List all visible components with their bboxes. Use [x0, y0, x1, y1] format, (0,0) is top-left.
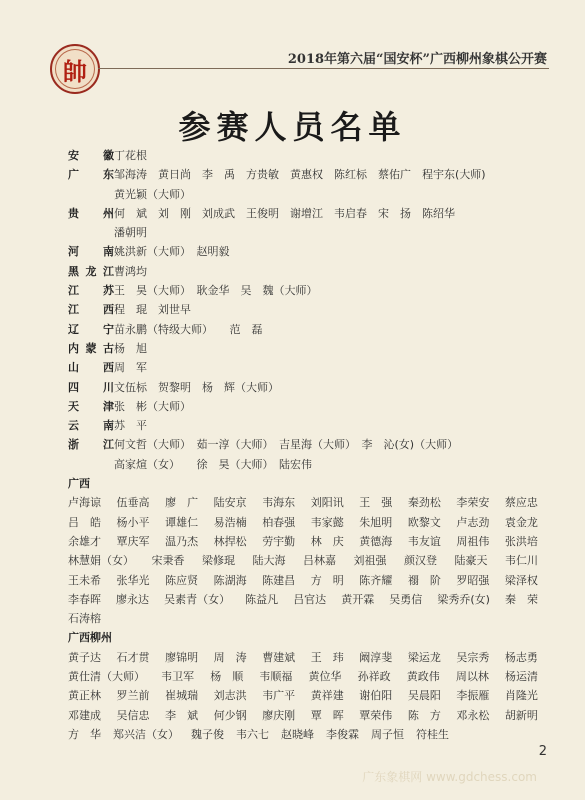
participant-name: 吕 皓 [68, 515, 101, 529]
participant-name: 秦 荣 [504, 592, 538, 606]
participant-name: 易浩楠 [213, 515, 247, 529]
region-names: 丁花根 [114, 149, 147, 162]
participant-name: 欧黎文 [407, 515, 441, 529]
participant-name: 阚淳斐 [359, 650, 393, 664]
participant-name: 余雄才 [68, 534, 101, 548]
region-row [68, 435, 538, 454]
region-names: 邹海涛 黄日尚 李 禹 方贵敏 黄惠权 陈红标 蔡佑广 程宇东(大师) [114, 168, 486, 182]
region-row [68, 223, 538, 242]
region-row [68, 262, 538, 281]
guangxi-names [68, 493, 538, 628]
participant-name: 罗昭强 [456, 573, 490, 587]
participant-name: 石才贯 [116, 650, 150, 664]
participant-name: 林慧娟（女） [68, 554, 134, 568]
participant-name: 廖永达 [116, 592, 150, 606]
participant-name: 陈益凡 [245, 592, 279, 606]
participant-name: 柏春强 [262, 515, 296, 529]
participant-name: 崔城瑞 [165, 689, 199, 703]
participant-name: 廖 广 [165, 496, 199, 510]
region-row [68, 146, 538, 165]
name-row [68, 609, 538, 628]
participant-name: 杨 顺 [210, 670, 244, 684]
region-names: 王 昊（大师） 耿金华 吴 魏（大师） [114, 284, 318, 298]
participant-name: 方 华 [68, 727, 101, 741]
participant-name: 朱旭明 [359, 515, 393, 529]
region-label [68, 223, 114, 242]
participant-name: 卢海谅 [68, 496, 101, 510]
name-row [68, 725, 538, 744]
participant-name: 曹建斌 [262, 650, 296, 664]
participant-name: 林捍松 [213, 534, 247, 548]
participant-name: 陆豪天 [454, 554, 488, 568]
participant-name: 梁秀乔(女) [437, 592, 490, 606]
page-title: 参赛人员名单 [178, 108, 407, 146]
participant-name: 肖隆光 [504, 689, 538, 703]
participant-name: 宋秉香 [151, 554, 185, 568]
region-label: 广东 [68, 168, 114, 182]
name-row [68, 667, 538, 686]
participant-name: 韦卫军 [161, 670, 195, 684]
region-row [68, 165, 538, 184]
participant-name: 覃庆军 [116, 534, 150, 548]
region-label: 天津 [68, 399, 114, 413]
region-label: 安徽 [68, 149, 114, 162]
region-row [68, 416, 538, 435]
participant-name: 韦顺福 [259, 670, 293, 684]
name-row [68, 493, 538, 512]
region-names: 高家煊（女） 徐 昊（大师） 陆宏伟 [114, 457, 312, 471]
participant-name: 覃荣伟 [359, 708, 393, 722]
name-row [68, 686, 538, 705]
participant-name: 韦友谊 [407, 534, 441, 548]
participant-name: 方 明 [310, 573, 344, 587]
participant-name: 梁修琨 [202, 554, 235, 568]
participant-name: 李荣安 [456, 496, 490, 510]
participant-name: 陈建昌 [262, 573, 296, 587]
participant-name: 李振雁 [456, 689, 490, 703]
participant-name: 黄位华 [308, 670, 342, 684]
participant-name: 吴勇信 [389, 592, 423, 606]
participant-name: 周以林 [455, 670, 489, 684]
participant-name: 王 强 [359, 496, 393, 510]
name-row [68, 706, 538, 725]
participant-name: 周子恒 [371, 727, 404, 741]
participant-name: 吴信忠 [116, 708, 150, 722]
participant-name: 吕官达 [293, 592, 327, 606]
participant-name: 吴宗秀 [456, 650, 490, 664]
participant-name: 符桂生 [416, 727, 449, 741]
name-row [68, 571, 538, 590]
participant-name: 吴素青（女） [164, 592, 231, 606]
participant-name: 颜汉登 [404, 554, 437, 568]
participant-name: 周 涛 [213, 650, 247, 664]
participant-name: 黄仕清（大师） [68, 670, 145, 684]
participant-name: 黄开霖 [341, 592, 375, 606]
participant-name: 韦仁川 [505, 554, 538, 568]
participant-name: 胡新明 [504, 708, 538, 722]
region-names: 周 军 [114, 361, 147, 375]
participant-name: 吴晨阳 [407, 689, 441, 703]
region-row [68, 397, 538, 416]
region-names: 杨 旭 [114, 341, 147, 355]
participant-name: 黄政伟 [406, 670, 440, 684]
participant-name: 禤 阶 [407, 573, 441, 587]
region-names: 黄光颖（大师） [114, 187, 191, 201]
region-row [68, 204, 538, 223]
region-row [68, 320, 538, 339]
name-row [68, 532, 538, 551]
name-row [68, 513, 538, 532]
participant-name: 韦六七 [236, 727, 269, 741]
participant-name: 韦海东 [262, 496, 296, 510]
participant-name: 杨小平 [116, 515, 150, 529]
participant-name: 李俊霖 [326, 727, 359, 741]
region-label: 内蒙古 [68, 341, 114, 355]
page-number: 2 [538, 744, 547, 759]
participant-name: 杨志勇 [504, 650, 538, 664]
participant-name: 罗兰前 [116, 689, 150, 703]
participant-name: 杨运清 [505, 670, 538, 684]
participant-name: 王 玮 [310, 650, 344, 664]
participant-name: 廖锦明 [165, 650, 199, 664]
region-row [68, 281, 538, 300]
participant-name: 陈 方 [407, 708, 441, 722]
region-row [68, 339, 538, 358]
region-label: 云南 [68, 419, 114, 433]
region-names: 何 斌 刘 刚 刘成武 王俊明 谢增江 韦启春 宋 扬 陈绍华 [114, 206, 455, 220]
region-names: 何文哲（大师） 茹一淳（大师） 吉星海（大师） 李 沁(女)（大师） [114, 438, 459, 452]
participant-name: 劳宇勤 [262, 534, 296, 548]
name-row [68, 590, 538, 609]
event-title: 2018年第六届“国安杯”广西柳州象棋公开赛 [287, 52, 547, 67]
participant-name: 梁泽权 [504, 573, 538, 587]
participant-name: 刘祖强 [353, 554, 387, 568]
participant-name: 谭雄仁 [165, 515, 199, 529]
region-list [68, 146, 538, 474]
participant-name: 韦广平 [262, 689, 296, 703]
participant-name: 黄祥建 [310, 689, 344, 703]
participant-name: 林 庆 [310, 534, 344, 548]
region-label: 江苏 [68, 284, 114, 298]
region-label: 山西 [68, 361, 114, 375]
participant-list [68, 146, 538, 744]
region-names: 苏 平 [114, 419, 147, 433]
participant-name: 李 斌 [165, 708, 199, 722]
participant-name: 陆大海 [252, 554, 286, 568]
participant-name: 黄子达 [68, 650, 101, 664]
region-label: 江西 [68, 303, 114, 317]
region-label: 贵州 [68, 206, 114, 220]
region-row [68, 300, 538, 319]
region-label: 辽宁 [68, 322, 114, 336]
region-row [68, 455, 538, 474]
liuzhou-names [68, 648, 538, 744]
chess-piece-logo [50, 44, 100, 94]
participant-name: 郑兴洁（女） [113, 727, 179, 741]
participant-name: 谢伯阳 [359, 689, 393, 703]
region-row [68, 358, 538, 377]
participant-name: 邓建成 [68, 708, 101, 722]
region-label [68, 455, 114, 474]
region-names: 程 琨 刘世早 [114, 303, 191, 317]
header-rule [98, 68, 549, 69]
participant-name: 袁金龙 [504, 515, 538, 529]
name-row [68, 648, 538, 667]
participant-name: 李春晖 [68, 592, 101, 606]
participant-name: 黄德海 [359, 534, 393, 548]
region-names: 张 彬（大师） [114, 399, 191, 413]
participant-name: 韦家懿 [310, 515, 344, 529]
region-label [68, 185, 114, 204]
region-names: 潘朝明 [114, 226, 147, 240]
participant-name: 秦劲松 [407, 496, 441, 510]
participant-name: 覃 晖 [310, 708, 344, 722]
participant-name: 蔡应忠 [504, 496, 538, 510]
participant-name: 周祖伟 [456, 534, 490, 548]
participant-name: 张华光 [116, 573, 150, 587]
section-guangxi-label: 广西 [68, 477, 90, 491]
region-row [68, 242, 538, 261]
region-names: 文伍标 贺黎明 杨 辉（大师） [114, 380, 279, 394]
section-liuzhou-label: 广西柳州 [68, 631, 112, 645]
region-names: 姚洪新（大师） 赵明毅 [114, 245, 230, 259]
region-names: 曹鸿均 [114, 264, 147, 278]
participant-name: 陈湖海 [213, 573, 247, 587]
participant-name: 魏子俊 [191, 727, 224, 741]
participant-name: 梁运龙 [407, 650, 441, 664]
site-watermark: 广东象棋网 www.gdchess.com [362, 770, 537, 784]
region-label: 黑龙江 [68, 264, 114, 278]
participant-name: 邓永松 [456, 708, 490, 722]
logo-character: 帥 [63, 56, 87, 86]
participant-name: 石涛榕 [68, 612, 101, 626]
participant-name: 刘阳讯 [310, 496, 344, 510]
participant-name: 何少钢 [213, 708, 247, 722]
region-row [68, 185, 538, 204]
region-label: 河南 [68, 245, 114, 259]
participant-name: 廖庆刚 [262, 708, 296, 722]
region-label: 四川 [68, 380, 114, 394]
name-row [68, 551, 538, 570]
participant-name: 黄正林 [68, 689, 101, 703]
participant-name: 王未希 [68, 573, 101, 587]
participant-name: 刘志洪 [213, 689, 247, 703]
participant-name: 卢志劲 [456, 515, 490, 529]
participant-name: 孙祥政 [357, 670, 391, 684]
region-names: 苗永鹏（特级大师） 范 磊 [114, 322, 263, 336]
region-row [68, 378, 538, 397]
participant-name: 张洪培 [504, 534, 538, 548]
participant-name: 陈应贤 [165, 573, 199, 587]
participant-name: 吕林嘉 [303, 554, 336, 568]
participant-name: 赵晓峰 [281, 727, 314, 741]
participant-name: 陆安京 [213, 496, 247, 510]
participant-name: 陈齐耀 [359, 573, 393, 587]
participant-name: 伍垂高 [116, 496, 150, 510]
region-label: 浙江 [68, 438, 114, 452]
participant-name: 温乃杰 [165, 534, 199, 548]
